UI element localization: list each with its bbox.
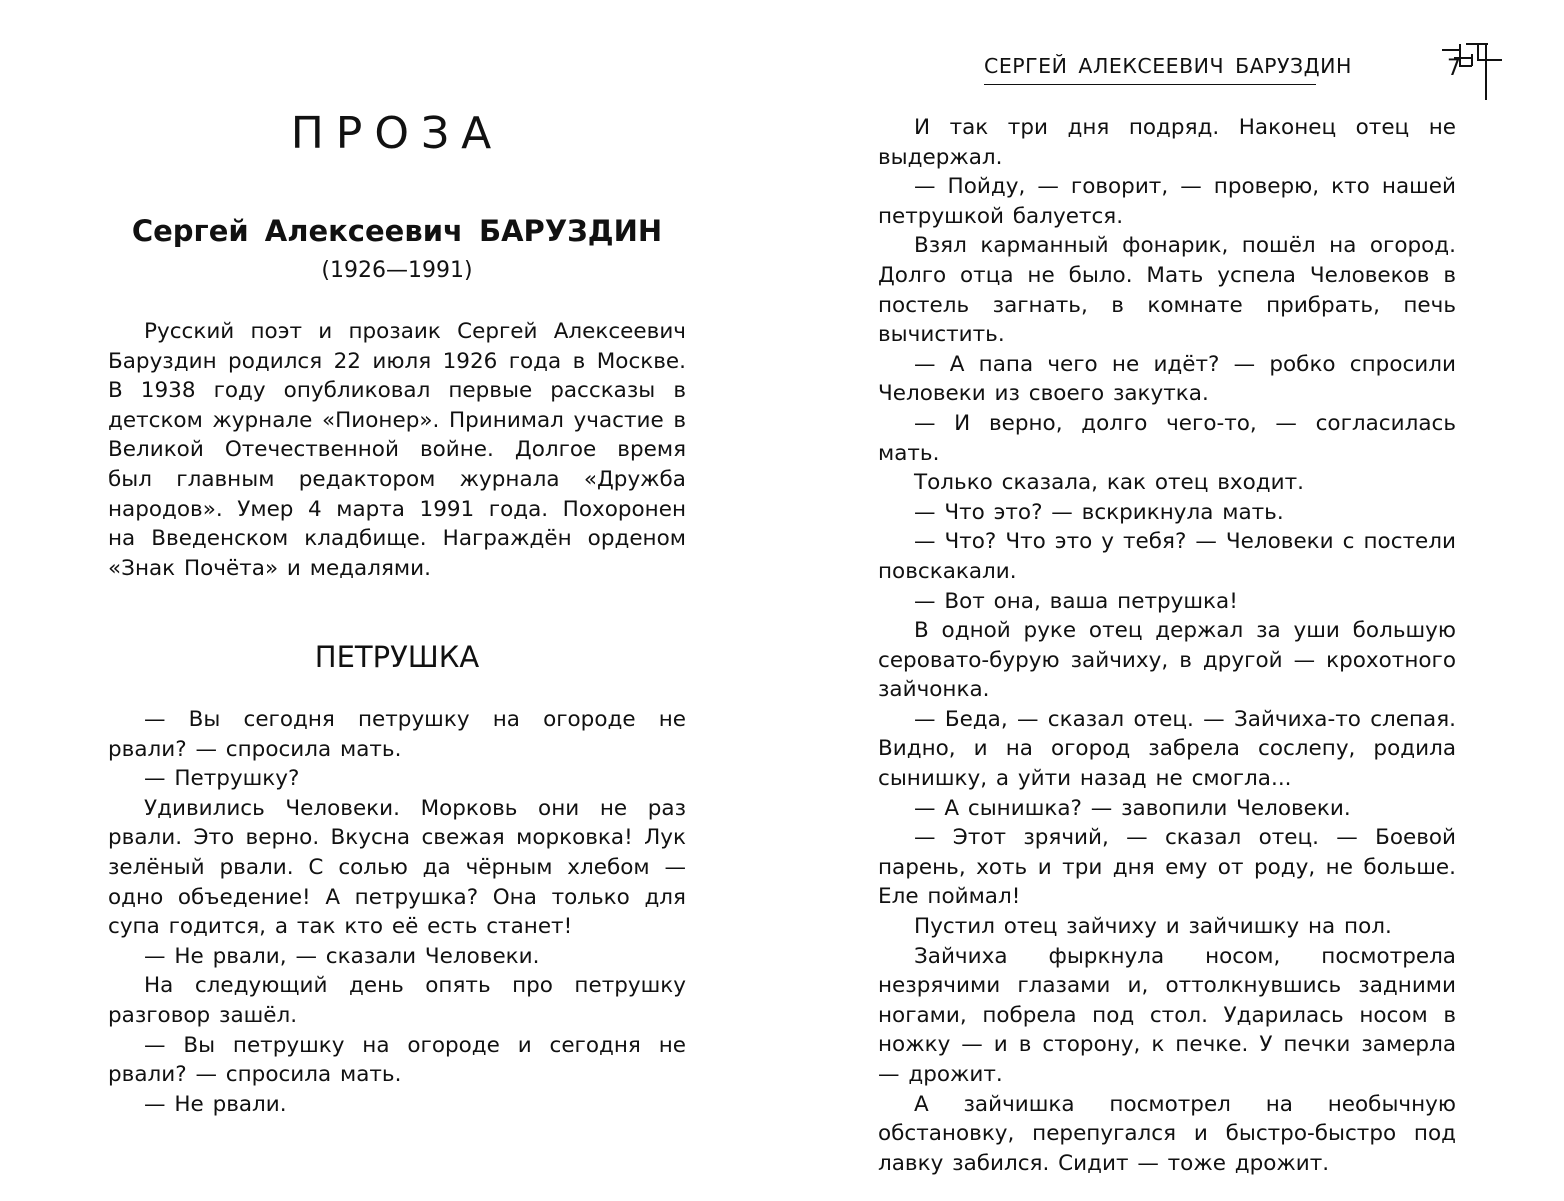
story-paragraph: — Не рвали, — сказали Человеки. <box>144 943 540 969</box>
story-paragraph: — Вы петрушку на огороде и сегодня не рвали? — спросила мать. <box>108 1032 686 1088</box>
section-title: ПРОЗА <box>290 108 504 159</box>
story-paragraph: И так три дня подряд. Наконец отец не выдержал. <box>878 115 1456 170</box>
story-paragraph: — Беда, — сказал отец. — Зайчиха-то слепая. Видно, и на огород забрела сослепу, родила сынишку, а уйти назад не смогла... <box>878 706 1456 792</box>
author-name: Сергей Алексеевич БАРУЗДИН <box>131 214 663 248</box>
story-paragraph: — Что? Что это у тебя? — Человеки с постели повскакали. <box>878 529 1456 584</box>
story-paragraph: Только сказала, как отец входит. <box>914 470 1304 496</box>
story-paragraph: — Пойду, — говорит, — проверю, кто нашей петрушкой балуется. <box>878 174 1456 229</box>
story-paragraph: — Не рвали. <box>144 1091 287 1117</box>
story-paragraph: — А сынишка? — завопили Человеки. <box>914 795 1351 821</box>
story-paragraph: Взял карманный фонарик, пошёл на огород. Долго отца не было. Мать успела Человеков в постель загнать, в комнате прибрать, печь вычистить. <box>878 233 1456 348</box>
right-page <box>782 0 1564 1201</box>
page-number: 7 <box>1447 56 1461 81</box>
story-paragraph: — И верно, долго чего-то, — согласилась мать. <box>878 410 1456 466</box>
story-paragraph: — Вы сегодня петрушку на огороде не рвали? — спросила мать. <box>108 707 686 762</box>
running-header: СЕРГЕЙ АЛЕКСЕЕВИЧ БАРУЗДИН <box>984 54 1316 85</box>
story-paragraph: На следующий день опять про петрушку разговор зашёл. <box>108 973 686 1028</box>
story-paragraph: — А папа чего не идёт? — робко спросили Человеки из своего закутка. <box>878 351 1456 407</box>
story-title: ПЕТРУШКА <box>314 640 480 674</box>
bio-paragraph: Русский поэт и прозаик Сергей Алексеевич Баруздин родился 22 июля 1926 года в Москве. В 1938 году опубликовал первые рассказы в детском журнале «Пионер». Принимал участие в Великой Отечественной войне. Долгое время был главным редактором журнала «Дружба народов». Умер 4 марта 1991 года. Похоронен на Введенском кладбище. Награждён орденом «Знак Почёта» и медалями. <box>108 319 686 581</box>
story-paragraph: — Этот зрячий, — сказал отец. — Боевой парень, хоть и три дня ему от роду, не больше. Еле поймал! <box>878 825 1456 910</box>
story-paragraph: Пустил отец зайчиху и зайчишку на пол. <box>914 914 1392 940</box>
story-paragraph: В одной руке отец держал за уши большую серовато-бурую зайчиху, в другой — крохотного зайчонка. <box>878 618 1456 703</box>
story-paragraph: — Вот она, ваша петрушка! <box>914 588 1238 614</box>
story-paragraph: — Что это? — вскрикнула мать. <box>914 499 1284 525</box>
story-paragraph: А зайчишка посмотрел на необычную обстановку, перепугался и быстро-быстро под лавку забился. Сидит — тоже дрожит. <box>878 1091 1456 1176</box>
story-text-left <box>108 705 686 1119</box>
author-bio <box>108 317 686 583</box>
story-paragraph: Удивились Человеки. Морковь они не раз рвали. Это верно. Вкусна свежая морковка! Лук зелёный рвали. С солью да чёрным хлебом — одно объедение! А петрушка? Она только для супа годится, а так кто её есть станет! <box>108 795 686 940</box>
author-years: (1926—1991) <box>321 258 473 283</box>
story-text-right <box>878 113 1456 1178</box>
story-paragraph: — Петрушку? <box>144 766 300 792</box>
story-paragraph: Зайчиха фыркнула носом, посмотрела незрячими глазами и, оттолкнувшись задними ногами, побрела под стол. Ударилась носом в ножку — и в сторону, к печке. У печки замерла — дрожит. <box>878 943 1456 1087</box>
